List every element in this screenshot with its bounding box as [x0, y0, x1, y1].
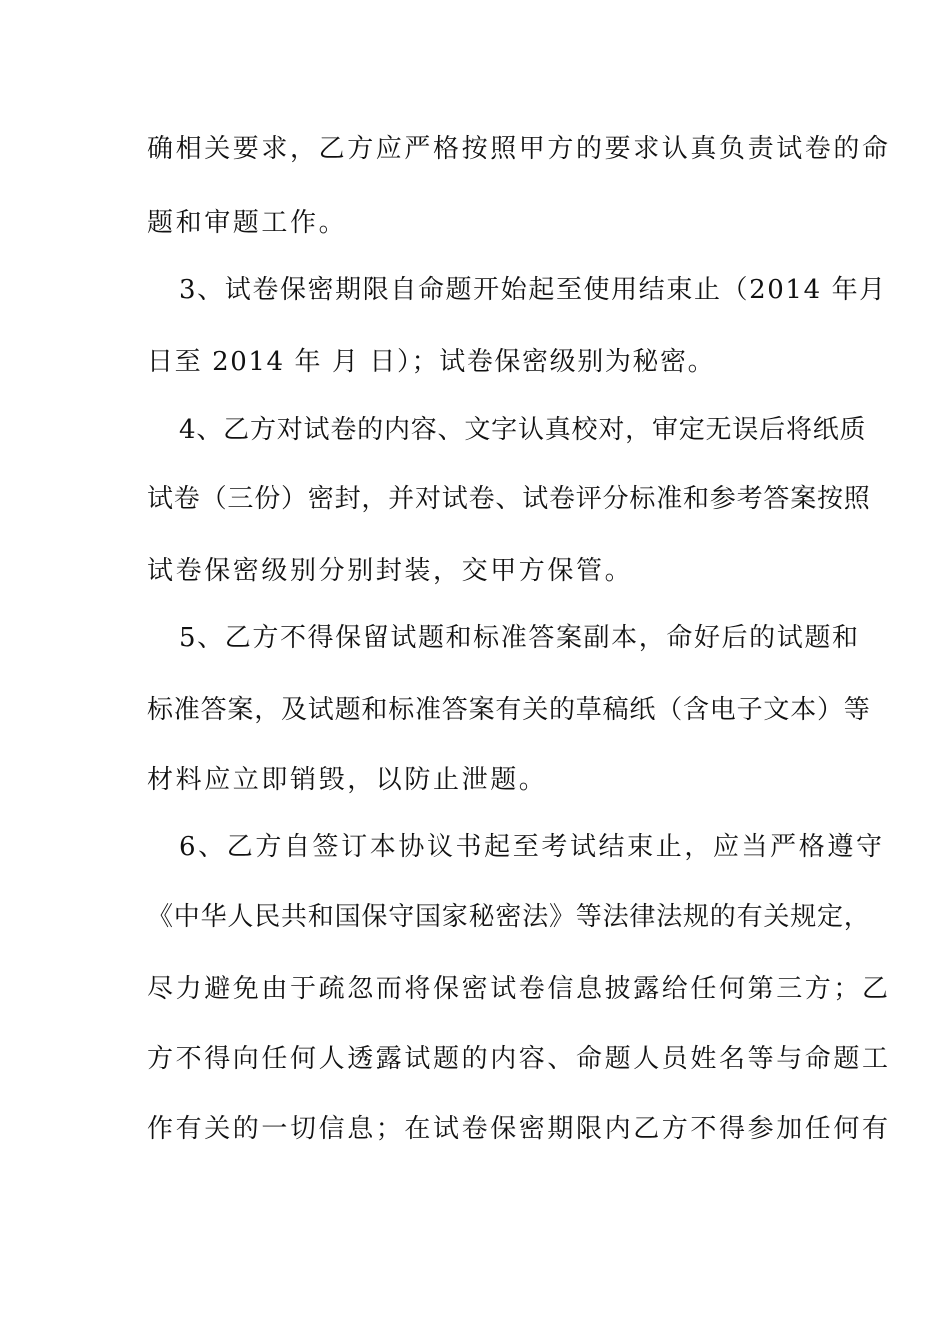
clause-5-line-1: 5、乙方不得保留试题和标准答案副本，命好后的试题和 [179, 623, 860, 653]
clause-4-line-2: 试卷（三份）密封，并对试卷、试卷评分标准和参考答案按照 [147, 484, 871, 514]
clause-4-line-3: 试卷保密级别分别封装，交甲方保管。 [147, 556, 634, 586]
clause-3-line-1: 3、试卷保密期限自命题开始起至使用结束止（2014 年月 [179, 275, 887, 305]
paragraph-2-line-continuation: 确相关要求，乙方应严格按照甲方的要求认真负责试卷的命 [147, 134, 891, 164]
paragraph-2-line-end: 题和审题工作。 [147, 208, 348, 238]
clause-3-line-2: 日至 2014 年 月 日）；试卷保密级别为秘密。 [147, 347, 716, 377]
clause-6-line-5: 作有关的一切信息；在试卷保密期限内乙方不得参加任何有 [147, 1114, 891, 1144]
clause-6-line-2: 《中华人民共和国保守国家秘密法》等法律法规的有关规定， [147, 902, 871, 932]
clause-6-line-3: 尽力避免由于疏忽而将保密试卷信息披露给任何第三方；乙 [147, 974, 891, 1004]
clause-5-line-3: 材料应立即销毁，以防止泄题。 [147, 765, 548, 795]
clause-5-line-2: 标准答案，及试题和标准答案有关的草稿纸（含电子文本）等 [147, 695, 871, 725]
clause-6-line-4: 方不得向任何人透露试题的内容、命题人员姓名等与命题工 [147, 1044, 891, 1074]
clause-6-line-1: 6、乙方自签订本协议书起至考试结束止，应当严格遵守 [179, 832, 885, 862]
clause-4-line-1: 4、乙方对试卷的内容、文字认真校对，审定无误后将纸质 [179, 415, 867, 445]
